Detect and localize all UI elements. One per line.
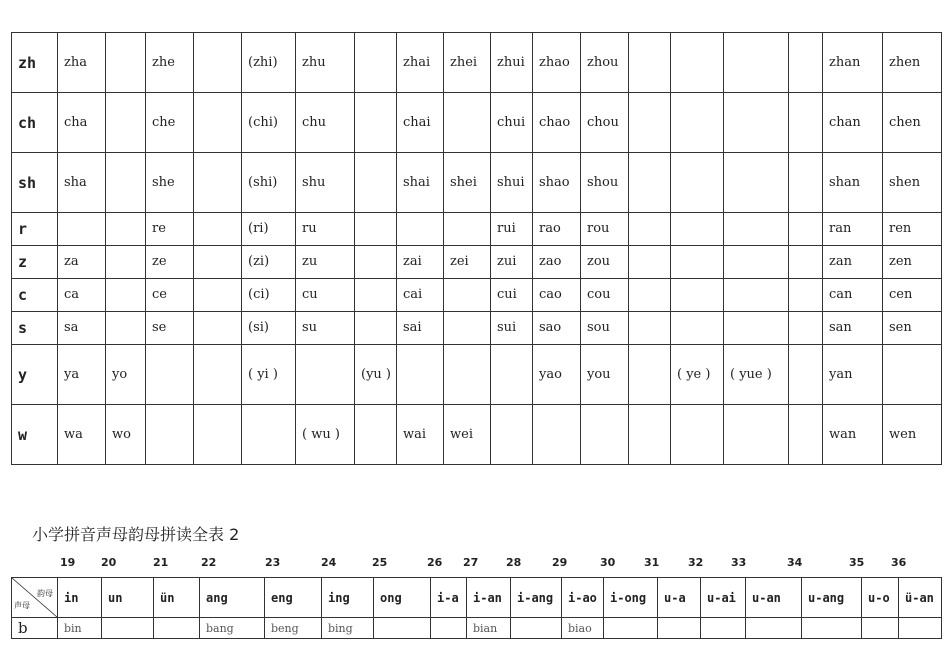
syllable-cell <box>629 33 671 93</box>
syllable-cell <box>629 213 671 246</box>
syllable-cell: zhui <box>491 33 533 93</box>
syllable-cell: (si) <box>242 312 296 345</box>
syllable-cell: shan <box>823 153 883 213</box>
final-header-cell: i-ang <box>511 578 562 618</box>
syllable-cell: (ri) <box>242 213 296 246</box>
syllable-cell <box>58 213 106 246</box>
syllable-cell <box>194 93 242 153</box>
section-title: 小学拼音声母韵母拼读全表 2 <box>32 525 240 544</box>
final-header-cell: i-a <box>431 578 467 618</box>
syllable-cell: chai <box>397 93 444 153</box>
column-number-row <box>11 556 941 572</box>
syllable-cell: (zi) <box>242 246 296 279</box>
syllable-cell: shei <box>444 153 491 213</box>
syllable-cell: wei <box>444 405 491 465</box>
syllable-cell: biao <box>562 618 604 639</box>
column-number: 33 <box>731 556 747 569</box>
column-number: 19 <box>60 556 76 569</box>
syllable-cell: shou <box>581 153 629 213</box>
syllable-cell <box>629 153 671 213</box>
final-header-cell: u-an <box>746 578 802 618</box>
final-header-cell: ing <box>322 578 374 618</box>
syllable-cell <box>106 213 146 246</box>
syllable-cell <box>724 93 789 153</box>
syllable-cell <box>444 279 491 312</box>
syllable-cell <box>355 405 397 465</box>
syllable-cell: zui <box>491 246 533 279</box>
syllable-cell <box>194 213 242 246</box>
column-number: 30 <box>600 556 616 569</box>
syllable-cell: yo <box>106 345 146 405</box>
syllable-cell <box>671 153 724 213</box>
table-row <box>12 213 942 246</box>
table-row <box>12 345 942 405</box>
syllable-cell <box>355 246 397 279</box>
syllable-cell <box>789 93 823 153</box>
syllable-cell <box>671 246 724 279</box>
pinyin-table-1 <box>11 32 942 465</box>
initial-cell: w <box>12 405 58 465</box>
syllable-cell: cui <box>491 279 533 312</box>
syllable-cell <box>355 33 397 93</box>
syllable-cell: (shi) <box>242 153 296 213</box>
syllable-cell <box>444 312 491 345</box>
syllable-cell: chan <box>823 93 883 153</box>
syllable-cell: she <box>146 153 194 213</box>
pinyin-table-2 <box>11 577 942 639</box>
syllable-cell: chui <box>491 93 533 153</box>
syllable-cell: ( wu ) <box>296 405 355 465</box>
syllable-cell <box>194 405 242 465</box>
syllable-cell <box>374 618 431 639</box>
syllable-cell: ze <box>146 246 194 279</box>
syllable-cell <box>194 246 242 279</box>
syllable-cell: su <box>296 312 355 345</box>
syllable-cell: (chi) <box>242 93 296 153</box>
syllable-cell <box>355 153 397 213</box>
syllable-cell <box>146 405 194 465</box>
column-number: 29 <box>552 556 568 569</box>
syllable-cell <box>106 312 146 345</box>
syllable-cell: shai <box>397 153 444 213</box>
syllable-cell <box>397 345 444 405</box>
initial-cell: c <box>12 279 58 312</box>
final-header-cell: un <box>102 578 154 618</box>
syllable-cell <box>724 405 789 465</box>
initial-cell: z <box>12 246 58 279</box>
syllable-cell: (yu ) <box>355 345 397 405</box>
final-header-cell: ü-an <box>899 578 942 618</box>
syllable-cell <box>154 618 200 639</box>
final-header-cell: u-ai <box>701 578 746 618</box>
syllable-cell <box>629 345 671 405</box>
syllable-cell <box>106 246 146 279</box>
syllable-cell <box>883 345 942 405</box>
syllable-cell: wan <box>823 405 883 465</box>
syllable-cell: ya <box>58 345 106 405</box>
syllable-cell: sui <box>491 312 533 345</box>
syllable-cell: ren <box>883 213 942 246</box>
syllable-cell <box>724 279 789 312</box>
syllable-cell <box>724 33 789 93</box>
syllable-cell <box>106 279 146 312</box>
column-number: 34 <box>787 556 803 569</box>
table-row <box>12 33 942 93</box>
column-number: 32 <box>688 556 704 569</box>
syllable-cell <box>899 618 942 639</box>
syllable-cell: sha <box>58 153 106 213</box>
syllable-cell <box>444 345 491 405</box>
syllable-cell: rui <box>491 213 533 246</box>
syllable-cell <box>511 618 562 639</box>
initial-cell: sh <box>12 153 58 213</box>
initial-cell: zh <box>12 33 58 93</box>
syllable-cell: shu <box>296 153 355 213</box>
syllable-cell: chen <box>883 93 942 153</box>
syllable-cell: se <box>146 312 194 345</box>
syllable-cell: zhou <box>581 33 629 93</box>
syllable-cell: (ci) <box>242 279 296 312</box>
syllable-cell <box>671 93 724 153</box>
syllable-cell <box>671 405 724 465</box>
syllable-cell: rao <box>533 213 581 246</box>
syllable-cell: sai <box>397 312 444 345</box>
syllable-cell: you <box>581 345 629 405</box>
syllable-cell <box>746 618 802 639</box>
syllable-cell: ( yi ) <box>242 345 296 405</box>
syllable-cell <box>789 405 823 465</box>
column-number: 23 <box>265 556 281 569</box>
syllable-cell: re <box>146 213 194 246</box>
column-number: 26 <box>427 556 443 569</box>
initial-cell: s <box>12 312 58 345</box>
column-number: 24 <box>321 556 337 569</box>
syllable-cell: san <box>823 312 883 345</box>
syllable-cell: zha <box>58 33 106 93</box>
syllable-cell: chao <box>533 93 581 153</box>
column-number: 28 <box>506 556 522 569</box>
syllable-cell <box>671 213 724 246</box>
syllable-cell: zhao <box>533 33 581 93</box>
syllable-cell: ru <box>296 213 355 246</box>
corner-header-cell <box>12 578 58 618</box>
syllable-cell <box>355 93 397 153</box>
syllable-cell: ( yue ) <box>724 345 789 405</box>
final-header-cell: ün <box>154 578 200 618</box>
syllable-cell <box>533 405 581 465</box>
column-number: 21 <box>153 556 169 569</box>
final-header-cell: u-a <box>658 578 701 618</box>
syllable-cell: ca <box>58 279 106 312</box>
syllable-cell: bian <box>467 618 511 639</box>
syllable-cell <box>355 279 397 312</box>
column-number: 22 <box>201 556 217 569</box>
syllable-cell <box>106 93 146 153</box>
syllable-cell: zai <box>397 246 444 279</box>
syllable-cell <box>194 153 242 213</box>
syllable-cell <box>106 153 146 213</box>
syllable-cell: wai <box>397 405 444 465</box>
syllable-cell: zhe <box>146 33 194 93</box>
syllable-cell: bin <box>58 618 102 639</box>
syllable-cell <box>629 405 671 465</box>
syllable-cell <box>658 618 701 639</box>
syllable-cell: bang <box>200 618 265 639</box>
syllable-cell <box>629 279 671 312</box>
syllable-cell <box>701 618 746 639</box>
syllable-cell <box>581 405 629 465</box>
column-number: 27 <box>463 556 479 569</box>
syllable-cell <box>629 312 671 345</box>
syllable-cell: cu <box>296 279 355 312</box>
syllable-cell: chu <box>296 93 355 153</box>
syllable-cell <box>194 345 242 405</box>
syllable-cell <box>491 405 533 465</box>
syllable-cell <box>444 93 491 153</box>
syllable-cell <box>789 153 823 213</box>
syllable-cell: shui <box>491 153 533 213</box>
syllable-cell: ( ye ) <box>671 345 724 405</box>
final-header-cell: u-o <box>862 578 899 618</box>
initial-cell: r <box>12 213 58 246</box>
table-row <box>12 153 942 213</box>
syllable-cell <box>146 345 194 405</box>
syllable-cell: yao <box>533 345 581 405</box>
final-header-cell: in <box>58 578 102 618</box>
finals-header-row <box>12 578 942 618</box>
syllable-cell: chou <box>581 93 629 153</box>
syllable-cell <box>724 213 789 246</box>
column-number: 31 <box>644 556 660 569</box>
syllable-cell: che <box>146 93 194 153</box>
syllable-cell: zou <box>581 246 629 279</box>
syllable-cell <box>194 33 242 93</box>
syllable-cell: zen <box>883 246 942 279</box>
syllable-cell: ce <box>146 279 194 312</box>
syllable-cell: sao <box>533 312 581 345</box>
syllable-cell <box>789 345 823 405</box>
syllable-cell: yan <box>823 345 883 405</box>
syllable-cell: zhan <box>823 33 883 93</box>
final-header-cell: i-ao <box>562 578 604 618</box>
column-number: 35 <box>849 556 865 569</box>
syllable-cell <box>431 618 467 639</box>
syllable-cell: (zhi) <box>242 33 296 93</box>
syllable-cell: zan <box>823 246 883 279</box>
syllable-cell: wen <box>883 405 942 465</box>
table-row <box>12 405 942 465</box>
syllable-cell: beng <box>265 618 322 639</box>
syllable-cell: shao <box>533 153 581 213</box>
syllable-cell: zhu <box>296 33 355 93</box>
syllable-cell <box>671 279 724 312</box>
final-header-cell: ang <box>200 578 265 618</box>
table-row <box>12 312 942 345</box>
syllable-cell: cao <box>533 279 581 312</box>
syllable-cell <box>444 213 491 246</box>
syllable-cell: zhai <box>397 33 444 93</box>
syllable-cell: cen <box>883 279 942 312</box>
syllable-cell: cha <box>58 93 106 153</box>
syllable-cell <box>355 213 397 246</box>
syllable-cell: zao <box>533 246 581 279</box>
syllable-cell: wa <box>58 405 106 465</box>
syllable-cell <box>789 246 823 279</box>
syllable-cell <box>491 345 533 405</box>
initial-cell: ch <box>12 93 58 153</box>
final-header-cell: u-ang <box>802 578 862 618</box>
syllable-cell: sou <box>581 312 629 345</box>
syllable-cell <box>724 246 789 279</box>
syllable-cell: ran <box>823 213 883 246</box>
syllable-cell: zu <box>296 246 355 279</box>
syllable-cell: zei <box>444 246 491 279</box>
final-header-cell: ong <box>374 578 431 618</box>
corner-initials-label: 声母 <box>14 601 30 610</box>
initial-cell: y <box>12 345 58 405</box>
syllable-cell: wo <box>106 405 146 465</box>
syllable-cell <box>194 279 242 312</box>
table-row <box>12 93 942 153</box>
syllable-cell <box>724 153 789 213</box>
column-number: 36 <box>891 556 907 569</box>
syllable-cell <box>296 345 355 405</box>
syllable-cell <box>789 279 823 312</box>
syllable-cell: rou <box>581 213 629 246</box>
syllable-cell: zhei <box>444 33 491 93</box>
table-row <box>12 279 942 312</box>
final-header-cell: eng <box>265 578 322 618</box>
syllable-cell <box>397 213 444 246</box>
syllable-cell <box>242 405 296 465</box>
syllable-cell <box>194 312 242 345</box>
corner-finals-label: 韵母 <box>37 589 53 598</box>
syllable-cell <box>724 312 789 345</box>
syllable-cell: bing <box>322 618 374 639</box>
syllable-cell: sa <box>58 312 106 345</box>
syllable-cell <box>355 312 397 345</box>
final-header-cell: i-an <box>467 578 511 618</box>
syllable-cell <box>789 312 823 345</box>
syllable-cell: shen <box>883 153 942 213</box>
syllable-cell: cai <box>397 279 444 312</box>
syllable-cell: can <box>823 279 883 312</box>
syllable-cell <box>671 312 724 345</box>
syllable-cell: za <box>58 246 106 279</box>
table-row <box>12 618 942 639</box>
syllable-cell <box>102 618 154 639</box>
syllable-cell: zhen <box>883 33 942 93</box>
syllable-cell <box>802 618 862 639</box>
column-number: 20 <box>101 556 117 569</box>
syllable-cell <box>604 618 658 639</box>
column-number: 25 <box>372 556 388 569</box>
syllable-cell <box>671 33 724 93</box>
table-row <box>12 246 942 279</box>
initial-cell: b <box>12 618 58 639</box>
syllable-cell <box>629 246 671 279</box>
syllable-cell <box>789 213 823 246</box>
syllable-cell <box>789 33 823 93</box>
syllable-cell: sen <box>883 312 942 345</box>
syllable-cell <box>862 618 899 639</box>
syllable-cell <box>106 33 146 93</box>
syllable-cell <box>629 93 671 153</box>
syllable-cell: cou <box>581 279 629 312</box>
final-header-cell: i-ong <box>604 578 658 618</box>
